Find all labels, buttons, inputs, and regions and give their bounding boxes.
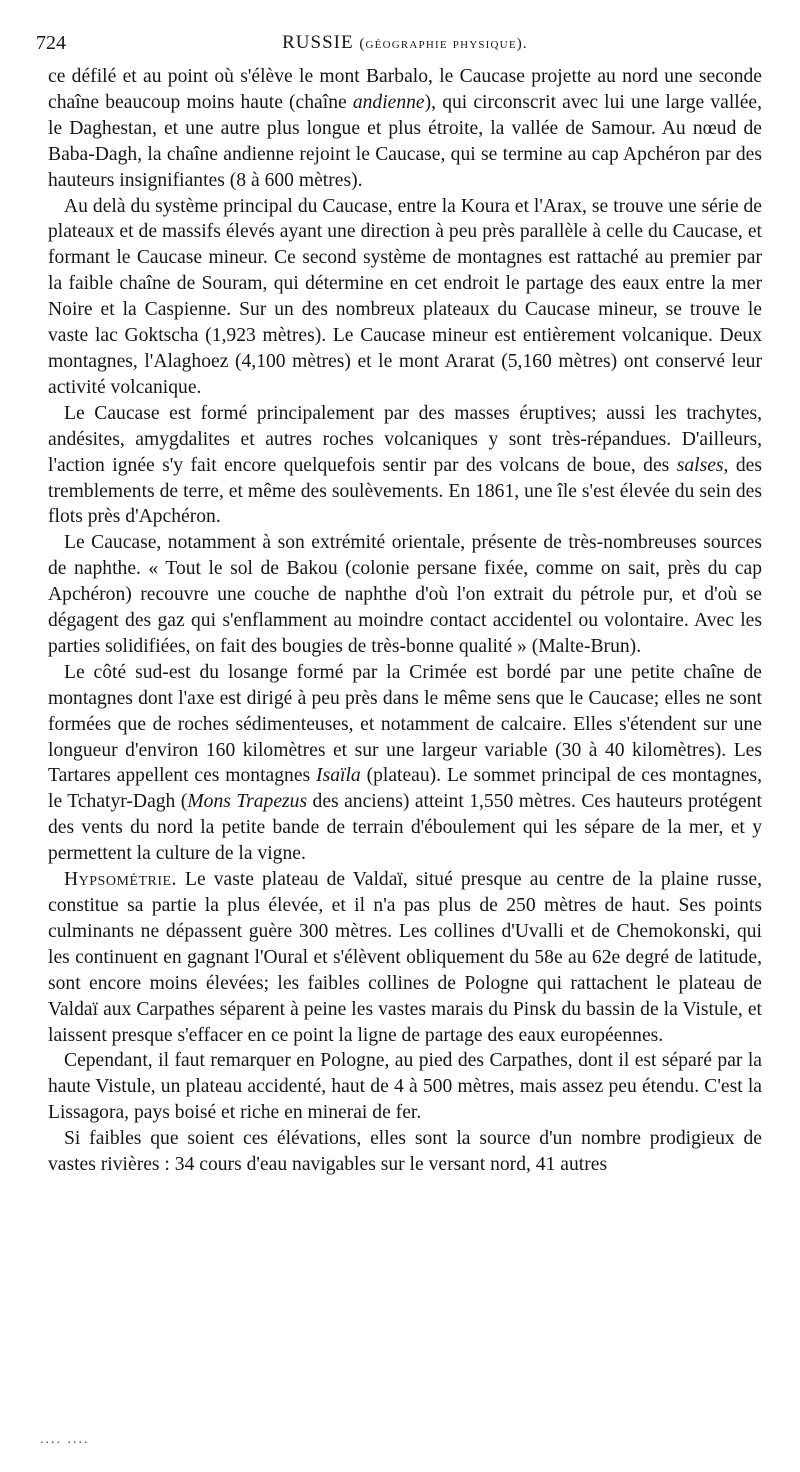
paragraph-text: Le vaste plateau de Valdaï, situé presque au centre de la plaine russe, constitue sa partie la plus élevée, et il n'a pas plus de 250 mètres de haut. Ses points culminants ne dépassent guère 300 mètres. Les collines d'Uvalli et de Chemokonski, qui les continuent en gagnant l'Oural et s'élèvent obliquement du 58e au 62e degré de latitude, sont encore moins élevées; les faibles collines de Pologne qui rattachent le plateau de Valdaï aux Carpathes séparent à peine les vastes marais du Pinsk du bassin de la Vistule, et laissent presque s'effacer en ce point la ligne de partage des eaux européennes. [48,869,762,1046]
paragraph-text: des anciens) atteint 1,550 mètres. Ces hauteurs protégent des vents du nord la petite bande de terrain d'éboulement qui les sépare de la mer, et y permettent la culture de la vigne. [48,791,762,865]
running-head-title: RUSSIE [282,32,354,53]
paragraph-text: ce défilé et au point où s'élève le mont Barbalo, le Caucase projette au nord une seconde chaîne beaucoup moins haute (chaîne [48,66,762,113]
running-head [48,32,762,54]
paragraph-text: Le Caucase est formé principalement par des masses éruptives; aussi les trachytes, andésites, amygdalites et autres roches volcaniques y sont très-répandues. D'ailleurs, l'action ignée s'y fait encore quelquefois sentir par des volcans de boue, des [48,402,762,476]
paragraph-text: , des tremblements de terre, et même des soulèvements. En 1861, une île s'est élevée du sein des flots près d'Apchéron. [48,454,762,528]
page-header [36,28,762,64]
paragraph-4: Le Caucase, notamment à son extrémité orientale, présente de très-nombreuses sources de naphthe. « Tout le sol de Bakou (colonie persane fixée, comme on sait, près du cap Apchéron) recouvre une couche de naphthe d'où l'on extrait du pétrole pur, et d'où se dégagent des gaz qui s'enflamment au moindre contact accidentel ou volontaire. Avec les parties solidifiées, on fait des bougies de très-bonne qualité » (Malte-Brun). [48,532,762,657]
section-label: Hypsométrie. [64,869,177,891]
body-text [48,64,762,1178]
paragraph-text: ), qui circonscrit avec lui une large vallée, le Daghestan, et une autre plus longue et plus étroite, la vallée de Samour. Au nœud de Baba-Dagh, la chaîne andienne rejoint le Caucase, qui se termine au cap Apchéron par des hauteurs insignifiantes (8 à 600 mètres). [48,91,762,191]
page-number: 724 [36,32,66,54]
italic-term: Isaïla [316,765,361,787]
paragraph-text: (plateau). Le sommet principal de ces montagnes, le Tchatyr-Dagh ( [48,765,762,813]
paragraph-1 [48,64,762,194]
paragraph-8: Si faibles que soient ces élévations, elles sont la source d'un nombre prodigieux de vastes rivières : 34 cours d'eau navigables sur le versant nord, 41 autres [48,1128,762,1176]
italic-term: Mons Trapezus [187,791,308,813]
paragraph-7: Cependant, il faut remarquer en Pologne, au pied des Carpathes, dont il est séparé par la haute Vistule, un plateau accidenté, haut de 4 à 500 mètres, mais assez peu étendu. C'est la Lissagora, pays boisé et riche en minerai de fer. [48,1050,762,1124]
paragraph-6 [48,867,762,1048]
paragraph-text: Le côté sud-est du losange formé par la Crimée est bordé par une petite chaîne de montagnes dont l'axe est dirigé à peu près dans le même sens que le Caucase; elles ne sont formées que de roches sédimenteuses, et notamment de calcaire. Elles s'étendent sur une longueur d'environ 160 kilomètres et sur une largeur variable (30 à 40 kilomètres). Les Tartares appellent ces montagnes [48,661,762,787]
running-head-subtitle: (géographie physique). [359,36,528,52]
paragraph-3 [48,401,762,531]
footer-marks: .... .... [40,1432,90,1447]
italic-term: andienne [352,91,425,113]
paragraph-5 [48,660,762,867]
italic-term: salses [676,454,724,476]
paragraph-2: Au delà du système principal du Caucase, entre la Koura et l'Arax, se trouve une série de plateaux et de massifs élevés ayant une direction à peu près parallèle à celle du Caucase, et formant le Caucase mineur. Ce second système de montagnes est rattaché au premier par la faible chaîne de Souram, qui détermine en cet endroit le partage des eaux entre la mer Noire et la Caspienne. Sur un des nombreux plateaux du Caucase mineur, se trouve le vaste lac Goktscha (1,923 mètres). Le Caucase mineur est entièrement volcanique. Deux montagnes, l'Alaghoez (4,100 mètres) et le mont Ararat (5,160 mètres) ont conservé leur activité volcanique. [48,195,762,398]
